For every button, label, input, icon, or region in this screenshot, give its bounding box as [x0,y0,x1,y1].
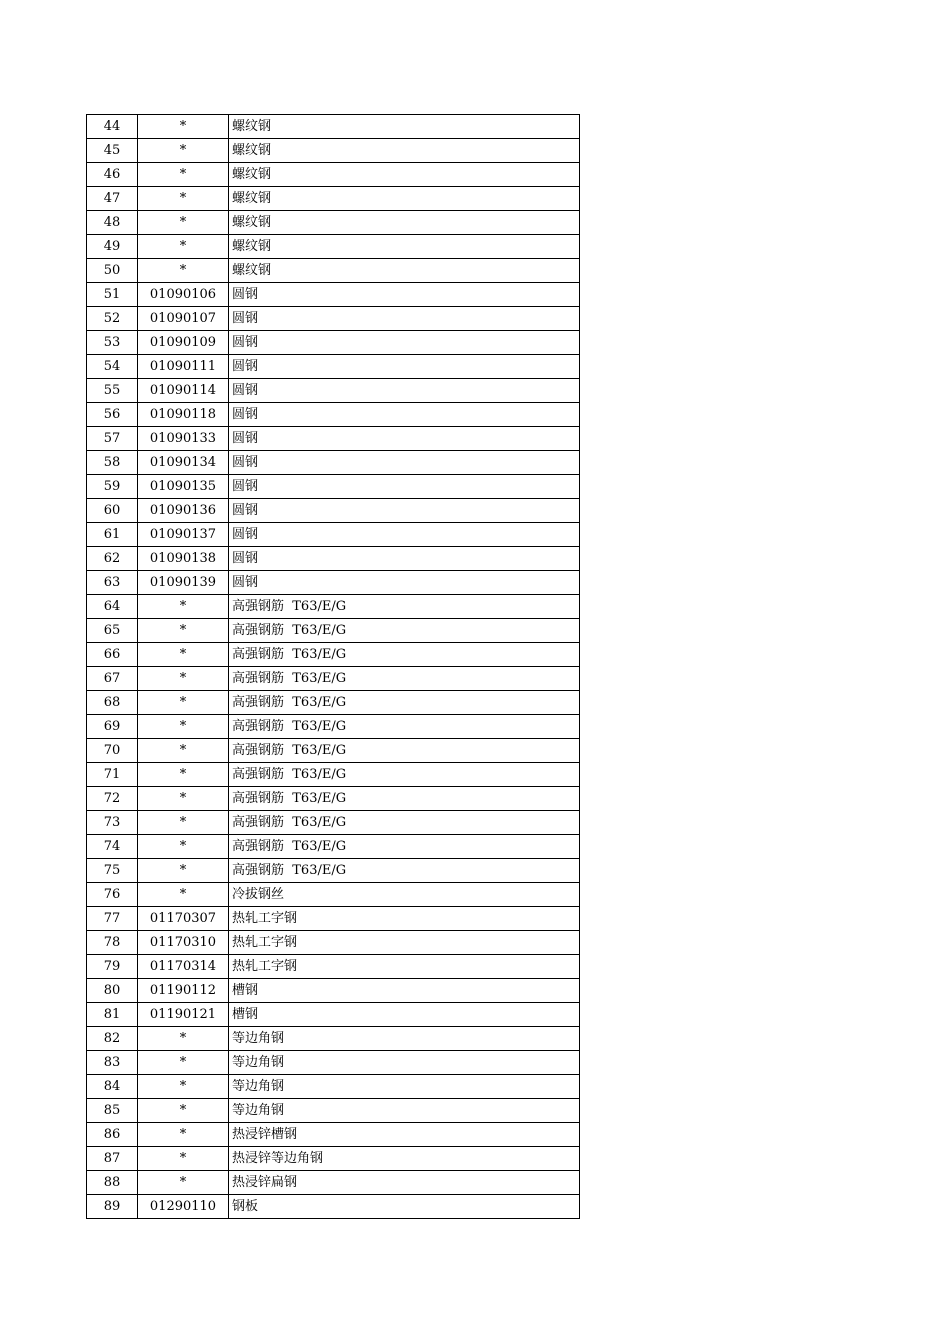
table-row [87,259,580,283]
material-name-cell: 高强钢筋 T63/E/G [229,763,580,787]
table-row [87,139,580,163]
row-number-cell: 83 [87,1051,138,1075]
material-code-cell: * [138,691,229,715]
table-row [87,619,580,643]
table-row [87,1075,580,1099]
table-row [87,451,580,475]
material-code-cell: * [138,1171,229,1195]
row-number-cell: 76 [87,883,138,907]
table-row [87,403,580,427]
material-code-cell: * [138,163,229,187]
row-number-cell: 44 [87,115,138,139]
row-number-cell: 47 [87,187,138,211]
material-code-cell: * [138,211,229,235]
table-row [87,763,580,787]
material-code-cell: * [138,667,229,691]
row-number-cell: 70 [87,739,138,763]
material-code-cell: 01090138 [138,547,229,571]
row-number-cell: 49 [87,235,138,259]
table-row [87,907,580,931]
material-name-cell: 螺纹钢 [229,211,580,235]
material-name-cell: 螺纹钢 [229,259,580,283]
material-code-cell: * [138,1099,229,1123]
material-name-cell: 圆钢 [229,547,580,571]
material-code-cell: * [138,715,229,739]
row-number-cell: 71 [87,763,138,787]
table-row [87,1171,580,1195]
material-code-cell: 01090135 [138,475,229,499]
material-code-cell: * [138,187,229,211]
material-code-cell: * [138,115,229,139]
material-name-cell: 钢板 [229,1195,580,1219]
material-code-cell: * [138,859,229,883]
material-code-cell: * [138,1051,229,1075]
material-code-cell: * [138,139,229,163]
material-name-cell: 高强钢筋 T63/E/G [229,619,580,643]
material-name-cell: 高强钢筋 T63/E/G [229,595,580,619]
material-name-cell: 圆钢 [229,571,580,595]
material-name-cell: 螺纹钢 [229,139,580,163]
material-code-cell: 01290110 [138,1195,229,1219]
row-number-cell: 65 [87,619,138,643]
material-code-cell: 01090114 [138,379,229,403]
material-code-cell: * [138,811,229,835]
table-row [87,787,580,811]
material-name-cell: 等边角钢 [229,1099,580,1123]
material-code-cell: * [138,235,229,259]
material-name-cell: 高强钢筋 T63/E/G [229,715,580,739]
row-number-cell: 58 [87,451,138,475]
table-row [87,1051,580,1075]
material-name-cell: 高强钢筋 T63/E/G [229,739,580,763]
row-number-cell: 63 [87,571,138,595]
material-name-cell: 热浸锌等边角钢 [229,1147,580,1171]
material-code-cell: 01090118 [138,403,229,427]
material-code-cell: 01090133 [138,427,229,451]
row-number-cell: 89 [87,1195,138,1219]
row-number-cell: 46 [87,163,138,187]
table-row [87,595,580,619]
material-code-cell: * [138,835,229,859]
row-number-cell: 55 [87,379,138,403]
row-number-cell: 77 [87,907,138,931]
row-number-cell: 57 [87,427,138,451]
material-name-cell: 等边角钢 [229,1051,580,1075]
table-row [87,1099,580,1123]
material-name-cell: 螺纹钢 [229,163,580,187]
material-code-cell: * [138,739,229,763]
material-code-cell: 01090109 [138,331,229,355]
material-code-cell: * [138,763,229,787]
table-row [87,331,580,355]
table-row [87,427,580,451]
material-name-cell: 高强钢筋 T63/E/G [229,643,580,667]
table-row [87,571,580,595]
material-name-cell: 等边角钢 [229,1075,580,1099]
row-number-cell: 69 [87,715,138,739]
material-name-cell: 冷拔钢丝 [229,883,580,907]
row-number-cell: 60 [87,499,138,523]
material-table-body [87,115,580,1219]
material-code-cell: 01090107 [138,307,229,331]
row-number-cell: 82 [87,1027,138,1051]
material-code-cell: * [138,787,229,811]
table-row [87,667,580,691]
table-row [87,163,580,187]
row-number-cell: 45 [87,139,138,163]
row-number-cell: 68 [87,691,138,715]
row-number-cell: 73 [87,811,138,835]
row-number-cell: 78 [87,931,138,955]
material-code-cell: * [138,1075,229,1099]
material-name-cell: 高强钢筋 T63/E/G [229,811,580,835]
row-number-cell: 61 [87,523,138,547]
material-code-cell: 01170310 [138,931,229,955]
table-row [87,187,580,211]
material-name-cell: 圆钢 [229,379,580,403]
table-row [87,235,580,259]
material-name-cell: 槽钢 [229,979,580,1003]
row-number-cell: 74 [87,835,138,859]
material-code-cell: 01090137 [138,523,229,547]
material-code-cell: * [138,1123,229,1147]
table-row [87,1003,580,1027]
material-name-cell: 圆钢 [229,451,580,475]
material-code-cell: 01090106 [138,283,229,307]
material-name-cell: 圆钢 [229,403,580,427]
table-row [87,859,580,883]
row-number-cell: 51 [87,283,138,307]
material-name-cell: 螺纹钢 [229,187,580,211]
material-name-cell: 圆钢 [229,523,580,547]
material-name-cell: 高强钢筋 T63/E/G [229,835,580,859]
row-number-cell: 50 [87,259,138,283]
row-number-cell: 79 [87,955,138,979]
table-row [87,955,580,979]
row-number-cell: 72 [87,787,138,811]
material-name-cell: 螺纹钢 [229,115,580,139]
table-row [87,835,580,859]
table-row [87,475,580,499]
row-number-cell: 75 [87,859,138,883]
material-name-cell: 热轧工字钢 [229,907,580,931]
row-number-cell: 59 [87,475,138,499]
material-code-cell: 01090134 [138,451,229,475]
material-name-cell: 圆钢 [229,475,580,499]
table-row [87,283,580,307]
material-code-cell: 01090136 [138,499,229,523]
table-row [87,1123,580,1147]
table-row [87,739,580,763]
row-number-cell: 87 [87,1147,138,1171]
table-row [87,643,580,667]
material-code-cell: 01190121 [138,1003,229,1027]
table-row [87,715,580,739]
table-row [87,547,580,571]
material-name-cell: 热浸锌槽钢 [229,1123,580,1147]
row-number-cell: 52 [87,307,138,331]
material-name-cell: 热轧工字钢 [229,955,580,979]
material-name-cell: 螺纹钢 [229,235,580,259]
row-number-cell: 62 [87,547,138,571]
material-name-cell: 圆钢 [229,499,580,523]
table-row [87,1195,580,1219]
table-row [87,979,580,1003]
material-name-cell: 槽钢 [229,1003,580,1027]
row-number-cell: 66 [87,643,138,667]
row-number-cell: 64 [87,595,138,619]
table-row [87,523,580,547]
material-code-cell: 01090139 [138,571,229,595]
row-number-cell: 88 [87,1171,138,1195]
row-number-cell: 86 [87,1123,138,1147]
material-code-cell: 01190112 [138,979,229,1003]
material-name-cell: 热轧工字钢 [229,931,580,955]
material-code-cell: * [138,883,229,907]
material-name-cell: 圆钢 [229,331,580,355]
material-name-cell: 圆钢 [229,307,580,331]
table-row [87,691,580,715]
material-name-cell: 圆钢 [229,355,580,379]
material-name-cell: 高强钢筋 T63/E/G [229,691,580,715]
material-code-cell: 01170307 [138,907,229,931]
row-number-cell: 80 [87,979,138,1003]
material-code-cell: * [138,1027,229,1051]
row-number-cell: 48 [87,211,138,235]
material-table [86,114,580,1219]
material-code-cell: * [138,1147,229,1171]
material-code-cell: 01170314 [138,955,229,979]
material-code-cell: * [138,619,229,643]
material-code-cell: * [138,643,229,667]
row-number-cell: 81 [87,1003,138,1027]
material-name-cell: 热浸锌扁钢 [229,1171,580,1195]
table-row [87,499,580,523]
material-name-cell: 高强钢筋 T63/E/G [229,859,580,883]
row-number-cell: 85 [87,1099,138,1123]
table-row [87,883,580,907]
table-row [87,1027,580,1051]
table-row [87,211,580,235]
material-code-cell: * [138,595,229,619]
material-name-cell: 高强钢筋 T63/E/G [229,787,580,811]
table-row [87,307,580,331]
row-number-cell: 56 [87,403,138,427]
table-row [87,115,580,139]
table-row [87,1147,580,1171]
row-number-cell: 67 [87,667,138,691]
row-number-cell: 54 [87,355,138,379]
table-row [87,379,580,403]
table-row [87,811,580,835]
table-row [87,355,580,379]
row-number-cell: 53 [87,331,138,355]
row-number-cell: 84 [87,1075,138,1099]
material-name-cell: 圆钢 [229,283,580,307]
material-code-cell: * [138,259,229,283]
material-code-cell: 01090111 [138,355,229,379]
material-name-cell: 圆钢 [229,427,580,451]
table-row [87,931,580,955]
material-name-cell: 高强钢筋 T63/E/G [229,667,580,691]
material-name-cell: 等边角钢 [229,1027,580,1051]
